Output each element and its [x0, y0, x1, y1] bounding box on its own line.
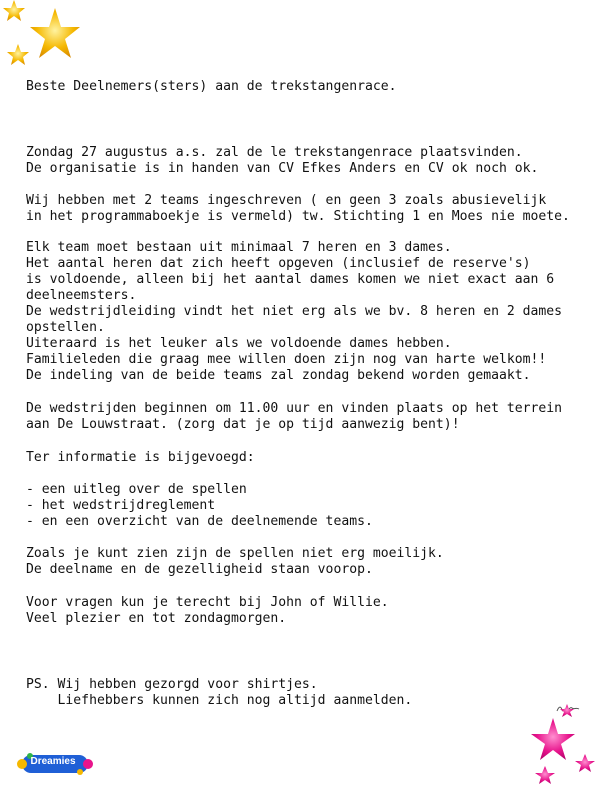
logo-text: Dreamies	[30, 756, 76, 767]
greeting-line: Beste Deelnemers(sters) aan de trekstangenrace.	[26, 79, 397, 94]
letter-line: Familieleden die graag mee willen doen zijn nog van harte welkom!!	[26, 352, 547, 367]
letter-line: Voor vragen kun je terecht bij John of Willie.	[26, 595, 389, 610]
letter-line: De deelname en de gezelligheid staan voorop.	[26, 562, 373, 577]
letter-line: Uiteraard is het leuker als we voldoende dames hebben.	[26, 336, 452, 351]
postscript-line: PS. Wij hebben gezorgd voor shirtjes.	[26, 677, 318, 692]
list-item: - en een overzicht van de deelnemende teams.	[26, 514, 373, 529]
letter-line: De organisatie is in handen van CV Efkes Anders en CV ok noch ok.	[26, 161, 539, 176]
letter-line: Zoals je kunt zien zijn de spellen niet erg moeilijk.	[26, 546, 444, 561]
letter-body	[26, 0, 591, 708]
letter-line: Zondag 27 augustus a.s. zal de le trekstangenrace plaatsvinden.	[26, 145, 523, 160]
letter-line: Veel plezier en tot zondagmorgen.	[26, 611, 287, 626]
list-item: - het wedstrijdreglement	[26, 498, 216, 513]
letter-line: De wedstrijdleiding vindt het niet erg als we bv. 8 heren en 2 dames	[26, 304, 563, 319]
letter-line: Het aantal heren dat zich heeft opgeven (inclusief de reserve's)	[26, 256, 531, 271]
list-item: - een uitleg over de spellen	[26, 482, 247, 497]
letter-line: De wedstrijden beginnen om 11.00 uur en vinden plaats op het terrein	[26, 401, 563, 416]
postscript-line: Liefhebbers kunnen zich nog altijd aanmelden.	[26, 693, 413, 708]
letter-line: Elk team moet bestaan uit minimaal 7 heren en 3 dames.	[26, 240, 452, 255]
letter-line: is voldoende, alleen bij het aantal dames komen we niet exact aan 6	[26, 272, 555, 287]
letter-line: Wij hebben met 2 teams ingeschreven ( en geen 3 zoals abusievelijk	[26, 193, 547, 208]
letter-line: opstellen.	[26, 320, 105, 335]
letter-line: deelneemsters.	[26, 288, 137, 303]
letter-line: aan De Louwstraat. (zorg dat je op tijd aanwezig bent)!	[26, 417, 460, 432]
pink-stars-icon	[525, 702, 595, 794]
letter-line: in het programmaboekje is vermeld) tw. Stichting 1 en Moes nie moete.	[26, 209, 570, 224]
letter-line: De indeling van de beide teams zal zondag bekend worden gemaakt.	[26, 368, 531, 383]
letter-line: Ter informatie is bijgevoegd:	[26, 450, 255, 465]
